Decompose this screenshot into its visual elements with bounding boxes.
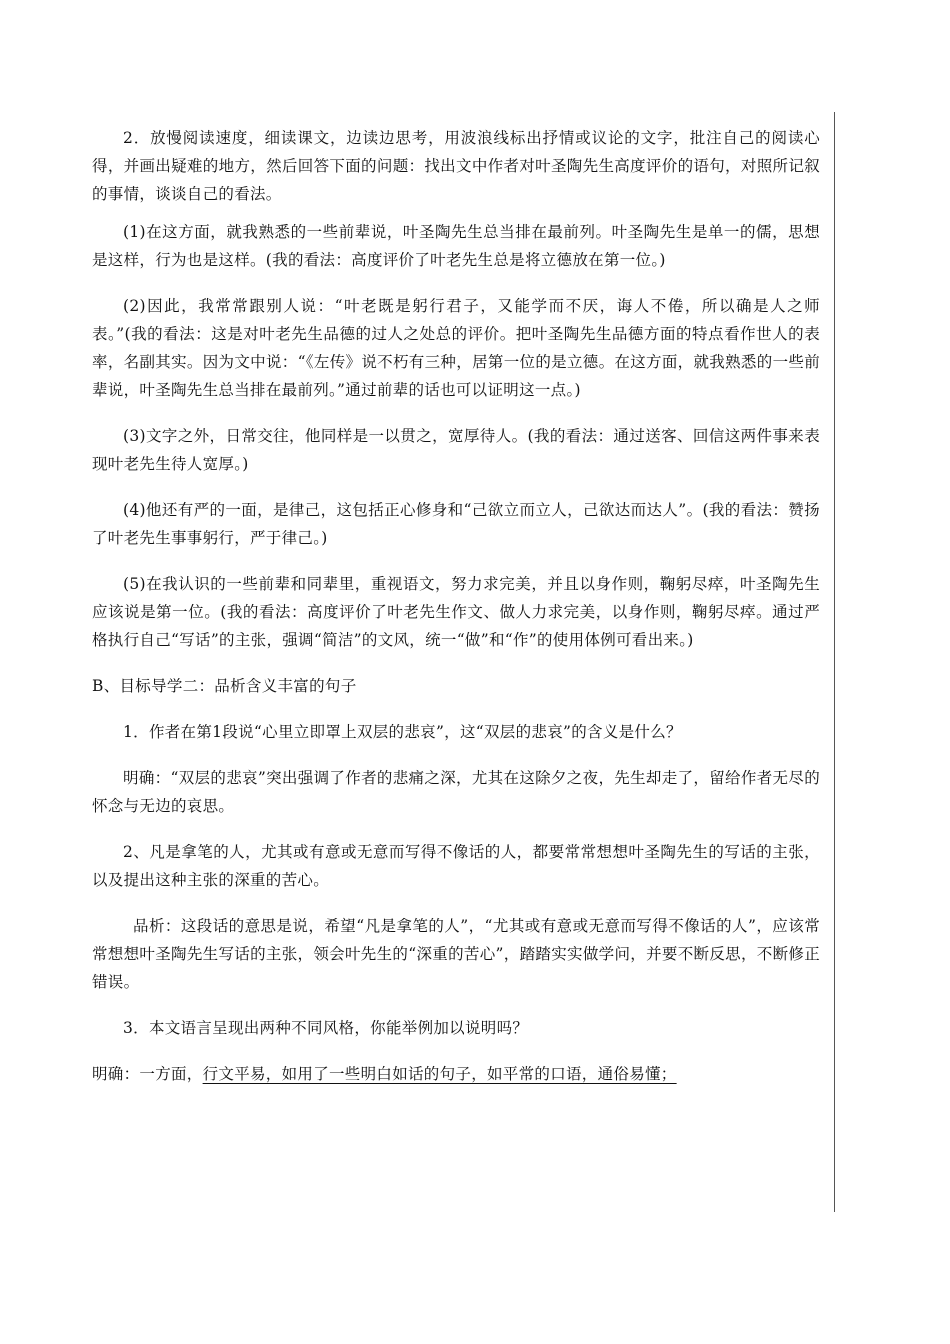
section-b-heading: B、目标导学二：品析含义丰富的句子 (92, 677, 357, 695)
quote-1-paragraph: (1)在这方面，就我熟悉的一些前辈说，叶圣陶先生总当排在最前列。叶圣陶先生是单一的儒，思想是这样，行为也是这样。(我的看法：高度评价了叶老先生总是将立德放在第一位。) (92, 223, 820, 269)
sentence-question-2: 2、凡是拿笔的人，尤其或有意或无意而写得不像话的人，都要常常想想叶圣陶先生的写话的主张，以及提出这种主张的深重的苦心。 (92, 843, 820, 889)
question-2-paragraph: 2．放慢阅读速度，细读课文，边读边思考，用波浪线标出抒情或议论的文字，批注自己的阅读心得，并画出疑难的地方，然后回答下面的问题：找出文中作者对叶圣陶先生高度评价的语句，对照所记叙的事情，谈谈自己的看法。 (92, 129, 820, 203)
answer-1-paragraph: 明确：“双层的悲哀”突出强调了作者的悲痛之深，尤其在这除夕之夜，先生却走了，留给作者无尽的怀念与无边的哀思。 (92, 769, 820, 815)
quote-3-paragraph: (3)文字之外，日常交往，他同样是一以贯之，宽厚待人。(我的看法：通过送客、回信这两件事来表现叶老先生待人宽厚。) (92, 427, 820, 473)
quote-4-paragraph: (4)他还有严的一面，是律己，这包括正心修身和“己欲立而立人，己欲达而达人”。(我的看法：赞扬了叶老先生事事躬行，严于律己。) (92, 501, 820, 547)
sentence-question-3: 3．本文语言呈现出两种不同风格，你能举例加以说明吗？ (123, 1019, 529, 1037)
quote-2-paragraph: (2)因此，我常常跟别人说：“叶老既是躬行君子，又能学而不厌，诲人不倦，所以确是人之师表。”(我的看法：这是对叶老先生品德的过人之处总的评价。把叶圣陶先生品德方面的特点看作世人的表率，名副其实。因为文中说：“《左传》说不朽有三种，居第一位的是立德。在这方面，就我熟悉的一些前辈说，叶圣陶先生总当排在最前列。”通过前辈的话也可以证明这一点。) (92, 297, 820, 399)
answer-3-lead: 明确：一方面， (92, 1065, 203, 1083)
quote-5-paragraph: (5)在我认识的一些前辈和同辈里，重视语文，努力求完美，并且以身作则，鞠躬尽瘁，叶圣陶先生应该说是第一位。(我的看法：高度评价了叶老先生作文、做人力求完美，以身作则，鞠躬尽瘁。通过严格执行自己“写话”的主张，强调“简洁”的文风，统一“做”和“作”的使用体例可看出来。) (92, 575, 820, 649)
answer-3-underlined: 行文平易，如用了一些明白如话的句子，如平常的口语，通俗易懂； (202, 1065, 677, 1083)
answer-3-paragraph (92, 1060, 820, 1088)
document-body (92, 124, 820, 1088)
sentence-question-1: 1．作者在第1段说“心里立即罩上双层的悲哀”，这“双层的悲哀”的含义是什么？ (123, 723, 682, 741)
analysis-2-paragraph: 品析：这段话的意思是说，希望“凡是拿笔的人”，“尤其或有意或无意而写得不像话的人”，应该常常想想叶圣陶先生写话的主张，领会叶先生的“深重的苦心”，踏踏实实做学问，并要不断反思，不断修正错误。 (92, 917, 820, 991)
margin-rule (834, 112, 835, 1212)
